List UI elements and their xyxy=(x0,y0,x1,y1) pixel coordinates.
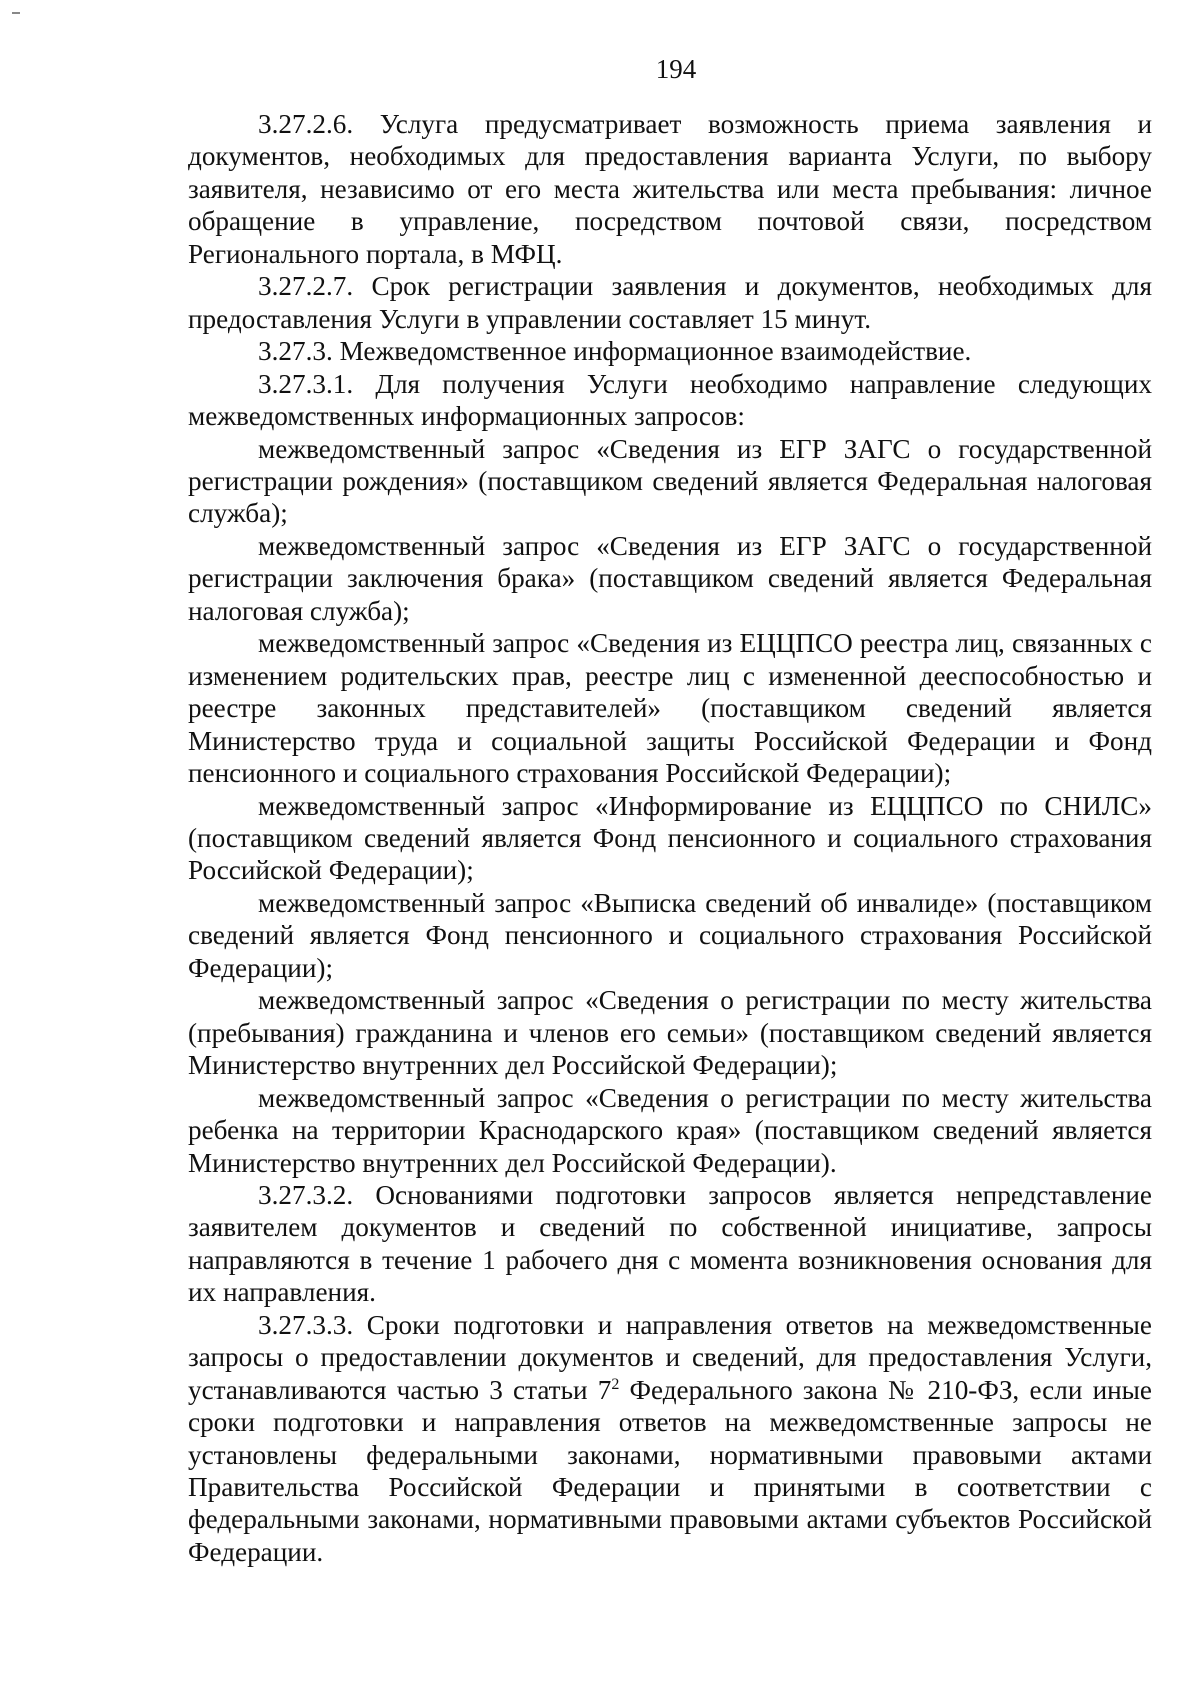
paragraph-3-27-3-3 xyxy=(188,1309,1152,1569)
document-body xyxy=(188,108,1152,1568)
request-item-parental-rights-registry: межведомственный запрос «Сведения из ЕЦЦПСО реестра лиц, связанных с изменением родительских прав, реестре лиц с измененной дееспособностью и реестре законных представителей» (поставщиком сведений является Министерство труда и социальной защиты Российской Федерации и Фонд пенсионного и социального страхования Российской Федерации); xyxy=(188,628,1152,789)
paragraph-3-27-3-3-part-2: Федерального закона № 210-ФЗ, если иные сроки подготовки и направления ответов на межведомственные запросы не установлены федеральными законами, нормативными правовыми актами Правительства Российской Федерации и принятыми в соответствии с федеральными законами, нормативными правовыми актами субъектов Российской Федерации. xyxy=(188,1374,1153,1567)
paragraph-3-27-3-1: 3.27.3.1. Для получения Услуги необходимо направление следующих межведомственных информационных запросов: xyxy=(188,368,1152,432)
paragraph-3-27-3: 3.27.3. Межведомственное информационное взаимодействие. xyxy=(258,336,972,367)
paragraph-3-27-3-3-part-1: 3.27.3.3. Сроки подготовки и направления ответов на межведомственные запросы о предоставлении документов и сведений, для предоставления Услуги, устанавливаются частью 3 статьи 7 xyxy=(188,1309,1152,1405)
request-item-citizen-residence: межведомственный запрос «Сведения о регистрации по месту жительства (пребывания) гражданина и членов его семьи» (поставщиком сведений является Министерство внутренних дел Российской Федерации); xyxy=(188,985,1152,1081)
request-item-marriage-registration: межведомственный запрос «Сведения из ЕГР ЗАГС о государственной регистрации заключения брака» (поставщиком сведений является Федеральная налоговая служба); xyxy=(188,530,1152,626)
page-number: 194 xyxy=(655,54,697,84)
article-superscript: 2 xyxy=(611,1375,620,1393)
request-item-disability-extract: межведомственный запрос «Выписка сведений об инвалиде» (поставщиком сведений является Фонд пенсионного и социального страхования Российской Федерации); xyxy=(188,887,1152,983)
request-item-birth-registration: межведомственный запрос «Сведения из ЕГР ЗАГС о государственной регистрации рождения» (поставщиком сведений является Федеральная налоговая служба); xyxy=(188,433,1152,529)
paragraph-3-27-2-6: 3.27.2.6. Услуга предусматривает возможность приема заявления и документов, необходимых для предоставления варианта Услуги, по выбору заявителя, независимо от его места жительства или места пребывания: личное обращение в управление, посредством почтовой связи, посредством Регионального портала, в МФЦ. xyxy=(188,109,1152,269)
scan-mark xyxy=(12,12,20,14)
paragraph-3-27-2-7: 3.27.2.7. Срок регистрации заявления и документов, необходимых для предоставления Услуги в управлении составляет 15 минут. xyxy=(188,271,1152,334)
paragraph-3-27-3-2: 3.27.3.2. Основаниями подготовки запросов является непредставление заявителем документов и сведений по собственной инициативе, запросы направляются в течение 1 рабочего дня с момента возникновения основания для их направления. xyxy=(188,1179,1152,1308)
request-item-snils-info: межведомственный запрос «Информирование из ЕЦЦПСО по СНИЛС» (поставщиком сведений является Фонд пенсионного и социального страхования Российской Федерации); xyxy=(188,790,1152,886)
request-item-child-residence: межведомственный запрос «Сведения о регистрации по месту жительства ребенка на территории Краснодарского края» (поставщиком сведений является Министерство внутренних дел Российской Федерации). xyxy=(188,1082,1152,1178)
